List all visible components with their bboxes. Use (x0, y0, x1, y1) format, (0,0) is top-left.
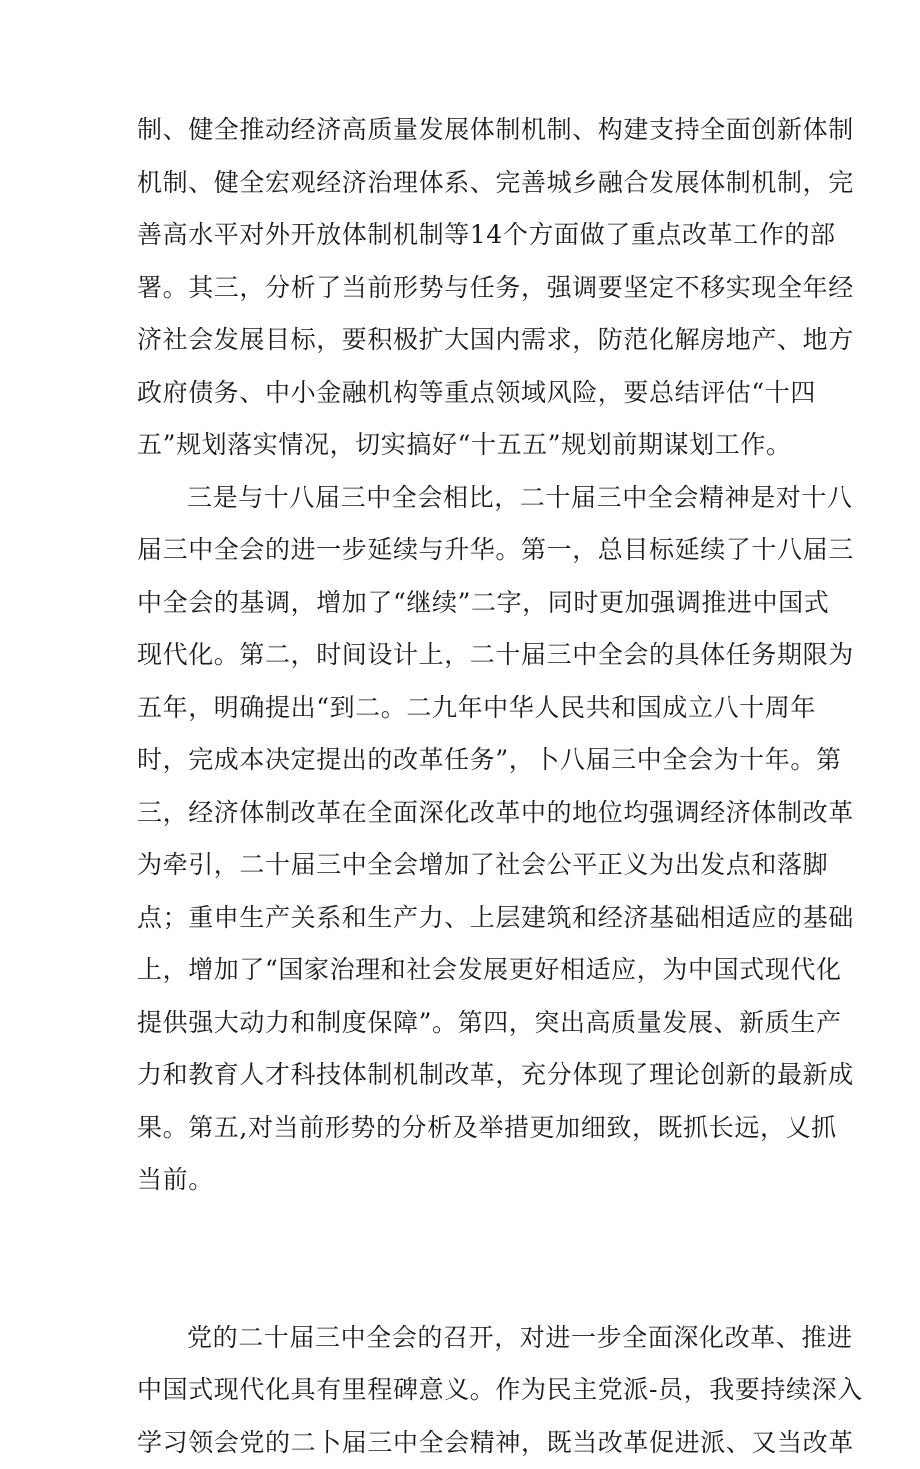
text-line: 现代化。第二，时间设计上，二十届三中全会的具体任务期限为 (137, 629, 792, 682)
text-line: 时，完成本决定提出的改革任务”，卜八届三中全会为十年。第 (137, 734, 792, 787)
text-line: 署。其三，分析了当前形势与任务，强调要坚定不移实现全年经 (137, 262, 792, 315)
text-line: 三，经济体制改革在全面深化改革中的地位均强调经济体制改革 (137, 787, 792, 840)
text-line: 制、健全推动经济高质量发展体制机制、构建支持全面创新体制 (137, 104, 792, 157)
body-text (137, 104, 792, 1469)
text-line: 机制、健全宏观经济治理体系、完善城乡融合发展体制机制，完 (137, 157, 792, 210)
text-line: 为牵引，二十届三中全会增加了社会公平正义为出发点和落脚 (137, 839, 792, 892)
text-line: 上，增加了“国家治理和社会发展更好相适应，为中国式现代化 (137, 944, 792, 997)
text-line: 中国式现代化具有里程碑意义。作为民主党派-员，我要持续深入 (137, 1364, 792, 1417)
text-line: 五”规划落实情况，切实搞好“十五五”规划前期谋划工作。 (137, 419, 792, 472)
paragraph-conclusion (137, 1312, 792, 1469)
text-line: 点；重申生产关系和生产力、上层建筑和经济基础相适应的基础 (137, 892, 792, 945)
paragraph-continuation (137, 104, 792, 472)
text-line: 中全会的基调，增加了“继续”二字，同时更加强调推进中国式 (137, 577, 792, 630)
text-line: 学习领会党的二卜届三中全会精神，既当改革促进派、又当改革 (137, 1417, 792, 1469)
text-line: 五年，明确提出“到二。二九年中华人民共和国成立八十周年 (137, 682, 792, 735)
text-line: 当前。 (137, 1154, 792, 1207)
text-line: 届三中全会的进一步延续与升华。第一，总目标延续了十八届三 (137, 524, 792, 577)
text-line: 善高水平对外开放体制机制等14个方面做了重点改革工作的部 (137, 209, 792, 262)
text-line: 提供强大动力和制度保障”。第四，突出高质量发展、新质生产 (137, 997, 792, 1050)
paragraph-comparison (137, 472, 792, 1312)
text-line: 党的二十届三中全会的召开，对进一步全面深化改革、推进 (137, 1312, 792, 1365)
text-line: 三是与十八届三中全会相比，二十届三中全会精神是对十八 (137, 472, 792, 525)
text-line: 济社会发展目标，要积极扩大国内需求，防范化解房地产、地方 (137, 314, 792, 367)
text-line: 果。第五,对当前形势的分析及举措更加细致，既抓长远，乂抓 (137, 1102, 792, 1155)
text-line: 力和教育人才科技体制机制改革，充分体现了理论创新的最新成 (137, 1049, 792, 1102)
text-line: 政府债务、中小金融机构等重点领域风险，要总结评估“十四 (137, 367, 792, 420)
text-line (137, 1207, 792, 1260)
text-line (137, 1259, 792, 1312)
